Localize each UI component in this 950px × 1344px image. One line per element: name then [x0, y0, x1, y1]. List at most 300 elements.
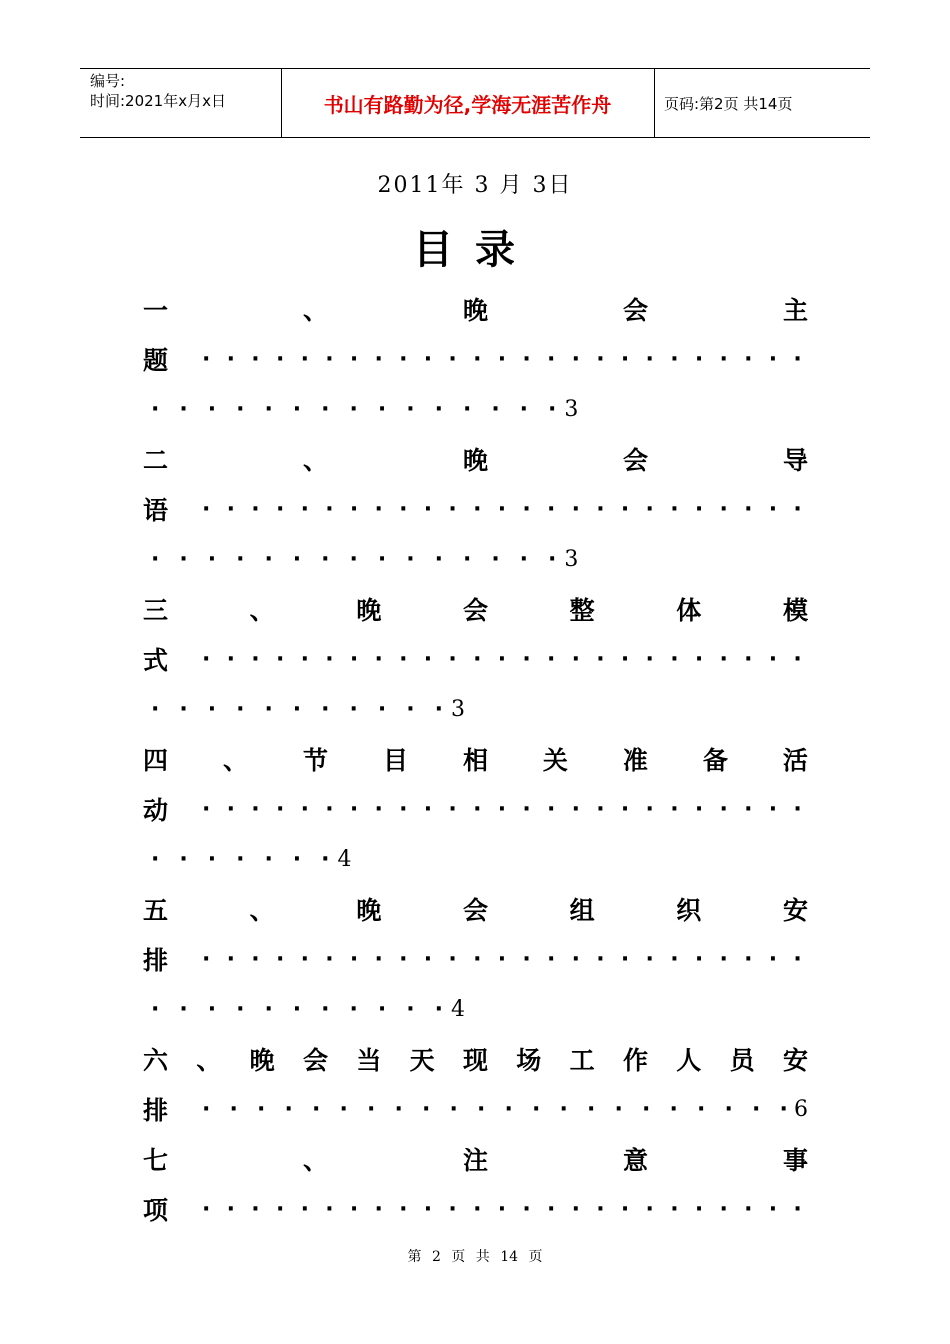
leader-dot: ·	[645, 646, 654, 672]
leader-dot: ·	[399, 796, 408, 822]
leader-dot: ·	[546, 1196, 556, 1222]
leader-dots	[202, 797, 808, 822]
leader-dot: ·	[374, 1196, 383, 1222]
leader-dot: ·	[620, 796, 630, 822]
leader-dot: ·	[251, 946, 260, 972]
leader-dot: ·	[491, 546, 500, 572]
leader-dot: ·	[264, 996, 273, 1022]
leader-dot: ·	[377, 996, 387, 1022]
leader-dot: ·	[264, 696, 273, 722]
toc-char: 四	[143, 746, 169, 775]
leader-dot: ·	[321, 696, 330, 722]
toc-char: 安	[782, 896, 808, 925]
leader-dot: ·	[423, 946, 433, 972]
leader-dot: ·	[719, 346, 728, 372]
document-date: 2011年 3 月 3日	[377, 173, 573, 198]
toc-char: 事	[782, 1146, 808, 1175]
leader-dot: ·	[151, 546, 160, 572]
leader-dot: ·	[292, 546, 302, 572]
leader-dot: ·	[793, 796, 802, 822]
toc-entry-leader-line	[143, 334, 808, 384]
toc-char: 、	[196, 1046, 222, 1075]
leader-dot: ·	[522, 496, 531, 522]
leader-dot: ·	[423, 646, 433, 672]
leader-dots	[202, 497, 808, 522]
leader-dot: ·	[300, 646, 309, 672]
leader-dot: ·	[497, 1196, 507, 1222]
leader-dot: ·	[349, 946, 359, 972]
toc-char: 作	[622, 1046, 648, 1075]
leader-dot: ·	[179, 396, 188, 422]
toc-entry-page-line	[143, 384, 808, 434]
leader-dot: ·	[768, 946, 778, 972]
leader-dot: ·	[497, 946, 507, 972]
header-page-info: 页码:第2页 共14页	[664, 94, 793, 113]
leader-dot: ·	[571, 646, 580, 672]
toc-char: 动	[143, 796, 169, 825]
leader-dot: ·	[325, 946, 334, 972]
leader-dot: ·	[724, 1096, 733, 1122]
toc-entry-title-line	[143, 584, 808, 634]
leader-dot: ·	[406, 696, 415, 722]
toc-char: 、	[249, 596, 275, 625]
leader-dot: ·	[571, 1196, 580, 1222]
leader-dot: ·	[473, 346, 482, 372]
leader-dot: ·	[226, 796, 236, 822]
toc-entry-leader-line	[143, 934, 808, 984]
toc-entry-page-line	[143, 534, 808, 584]
leader-dot: ·	[251, 346, 260, 372]
toc-char: 会	[462, 896, 488, 925]
leader-dot: ·	[349, 496, 359, 522]
leader-dot: ·	[793, 496, 802, 522]
toc-entry-page-line	[143, 984, 808, 1034]
leader-dot: ·	[571, 496, 580, 522]
toc-char: 相	[462, 746, 488, 775]
leader-dot: ·	[694, 346, 704, 372]
toc-entry-page-line	[143, 684, 808, 734]
leader-dot: ·	[546, 946, 556, 972]
leader-dot: ·	[207, 996, 217, 1022]
leader-dot: ·	[546, 496, 556, 522]
leader-dot: ·	[548, 396, 557, 422]
leader-dot: ·	[275, 946, 285, 972]
leader-dot: ·	[377, 546, 387, 572]
toc-entry-leader-line	[143, 1184, 808, 1234]
leader-dot: ·	[744, 646, 753, 672]
leader-dot: ·	[522, 946, 531, 972]
toc-char: 人	[676, 1046, 702, 1075]
toc-entry-title-line	[143, 884, 808, 934]
leader-dot: ·	[620, 346, 630, 372]
toc-char: 安	[782, 1046, 808, 1075]
page-footer: 第 2 页 共 14 页	[407, 1249, 543, 1265]
leader-dot: ·	[151, 396, 160, 422]
leader-dot: ·	[497, 796, 507, 822]
leader-dot: ·	[292, 396, 302, 422]
leader-dot: ·	[349, 546, 358, 572]
leader-dots	[202, 947, 808, 972]
leader-dot: ·	[325, 1196, 334, 1222]
leader-dot: ·	[571, 796, 580, 822]
toc-char: 会	[622, 446, 648, 475]
leader-dot: ·	[226, 646, 236, 672]
toc-page-number: 6	[794, 1096, 808, 1122]
leader-dot: ·	[546, 346, 556, 372]
toc-char: 现	[462, 1046, 488, 1075]
leader-dot: ·	[374, 796, 383, 822]
header-divider	[654, 69, 655, 137]
leader-dot: ·	[151, 996, 160, 1022]
page-title: 目录	[413, 227, 537, 273]
leader-dot: ·	[292, 696, 302, 722]
leader-dot: ·	[312, 1096, 321, 1122]
leader-dot: ·	[321, 546, 330, 572]
leader-dot: ·	[497, 646, 507, 672]
leader-dot: ·	[423, 496, 433, 522]
leader-dot: ·	[448, 796, 457, 822]
leader-dot: ·	[251, 646, 260, 672]
leader-dot: ·	[779, 1096, 788, 1122]
leader-dot: ·	[275, 1196, 285, 1222]
leader-dot: ·	[226, 1196, 236, 1222]
leader-dot: ·	[546, 796, 556, 822]
leader-dot: ·	[374, 346, 383, 372]
leader-dot: ·	[670, 346, 679, 372]
leader-dot: ·	[300, 1196, 309, 1222]
toc-char: 会	[622, 296, 648, 325]
leader-dot: ·	[264, 396, 273, 422]
toc-char: 、	[222, 746, 248, 775]
leader-dot: ·	[434, 546, 443, 572]
toc-char: 晚	[462, 296, 488, 325]
toc-char: 组	[569, 896, 595, 925]
leader-dot: ·	[744, 346, 753, 372]
toc-char: 、	[302, 296, 328, 325]
leader-dot: ·	[768, 346, 778, 372]
toc-page-number: 4	[337, 846, 352, 872]
header-motto: 书山有路勤为径,学海无涯苦作舟	[323, 92, 612, 117]
leader-dot: ·	[462, 546, 472, 572]
leader-dot: ·	[532, 1096, 541, 1122]
toc-char: 场	[516, 1046, 542, 1075]
leader-dot: ·	[670, 646, 679, 672]
leader-dot: ·	[226, 496, 236, 522]
header-meta	[90, 71, 226, 111]
leader-dot: ·	[325, 796, 334, 822]
leader-dot: ·	[207, 696, 217, 722]
toc-char: 项	[143, 1196, 169, 1225]
leader-dot: ·	[434, 696, 443, 722]
leader-dot: ·	[719, 496, 728, 522]
toc-entry-title-line	[143, 434, 808, 484]
leader-dot: ·	[423, 1196, 433, 1222]
leader-dot: ·	[448, 346, 457, 372]
toc-char: 模	[782, 596, 808, 625]
leader-dot: ·	[571, 346, 580, 372]
toc-char: 六	[143, 1046, 169, 1075]
leader-dot: ·	[292, 996, 302, 1022]
leader-dot: ·	[645, 1196, 654, 1222]
leader-dot: ·	[202, 796, 211, 822]
toc-char: 、	[302, 1146, 328, 1175]
leader-dot: ·	[448, 1196, 457, 1222]
leader-dot: ·	[719, 946, 728, 972]
toc-char: 节	[302, 746, 328, 775]
leader-dot: ·	[349, 796, 359, 822]
toc-char: 天	[409, 1046, 435, 1075]
toc-char: 五	[143, 896, 169, 925]
toc-char: 会	[462, 596, 488, 625]
toc-entry-page-line	[143, 834, 808, 884]
leader-dot: ·	[768, 1196, 778, 1222]
leader-dot: ·	[377, 696, 387, 722]
leader-dot: ·	[504, 1096, 513, 1122]
leader-dot: ·	[522, 796, 531, 822]
leader-dot: ·	[349, 396, 358, 422]
leader-dot: ·	[587, 1096, 596, 1122]
leader-dot: ·	[645, 796, 654, 822]
leader-dot: ·	[497, 346, 507, 372]
toc-char: 会	[302, 1046, 328, 1075]
leader-dot: ·	[473, 796, 482, 822]
leader-dot: ·	[423, 796, 433, 822]
leader-dot: ·	[694, 1196, 704, 1222]
leader-dot: ·	[374, 946, 383, 972]
leader-dot: ·	[473, 946, 482, 972]
leader-dot: ·	[399, 1196, 408, 1222]
leader-dot: ·	[300, 346, 309, 372]
leader-dot: ·	[275, 496, 285, 522]
leader-dot: ·	[694, 796, 704, 822]
leader-dot: ·	[768, 796, 778, 822]
leader-dot: ·	[179, 696, 188, 722]
toc-char: 晚	[356, 596, 382, 625]
leader-dots	[202, 1197, 808, 1222]
leader-dot: ·	[645, 346, 654, 372]
leader-dot: ·	[645, 496, 654, 522]
leader-dot: ·	[226, 346, 236, 372]
leader-dot: ·	[300, 496, 309, 522]
table-of-contents	[143, 284, 808, 1234]
leader-dot: ·	[491, 396, 500, 422]
leader-dot: ·	[620, 1196, 630, 1222]
toc-char: 意	[622, 1146, 648, 1175]
leader-dot: ·	[275, 796, 285, 822]
toc-char: 语	[143, 496, 169, 525]
leader-dot: ·	[434, 996, 443, 1022]
leader-dot: ·	[406, 396, 415, 422]
leader-dot: ·	[596, 946, 605, 972]
leader-dot: ·	[374, 496, 383, 522]
leader-dot: ·	[325, 646, 334, 672]
leader-dot: ·	[571, 946, 580, 972]
leader-dots	[202, 647, 808, 672]
leader-dot: ·	[275, 346, 285, 372]
leader-dot: ·	[251, 796, 260, 822]
leader-dot: ·	[697, 1096, 706, 1122]
leader-dot: ·	[694, 496, 704, 522]
toc-char: 排	[143, 1096, 169, 1125]
leader-dot: ·	[448, 946, 457, 972]
toc-char: 式	[143, 646, 169, 675]
leader-dot: ·	[226, 946, 236, 972]
leader-dot: ·	[548, 546, 557, 572]
leader-dot: ·	[264, 846, 273, 872]
leader-dot: ·	[768, 646, 778, 672]
document-header	[80, 68, 870, 138]
leader-dot: ·	[497, 496, 507, 522]
leader-dot: ·	[275, 646, 285, 672]
leader-dot: ·	[642, 1096, 651, 1122]
leader-dot: ·	[292, 846, 302, 872]
leader-dot: ·	[251, 1196, 260, 1222]
leader-dot: ·	[349, 346, 359, 372]
toc-char: 关	[542, 746, 568, 775]
toc-char: 导	[782, 446, 808, 475]
toc-char: 排	[143, 946, 169, 975]
leader-dot: ·	[620, 646, 630, 672]
leader-dot: ·	[423, 346, 433, 372]
leader-dot: ·	[236, 846, 245, 872]
leader-dot: ·	[325, 346, 334, 372]
leader-dot: ·	[321, 396, 330, 422]
leader-dot: ·	[202, 1096, 211, 1122]
toc-entry-leader-line	[143, 1084, 808, 1134]
toc-char: 一	[143, 296, 169, 325]
leader-dot: ·	[719, 796, 728, 822]
toc-char: 注	[462, 1146, 488, 1175]
leader-dot: ·	[645, 946, 654, 972]
leader-dot: ·	[179, 546, 188, 572]
toc-char: 备	[702, 746, 728, 775]
leader-dot: ·	[321, 996, 330, 1022]
leader-dot: ·	[236, 546, 245, 572]
leader-dot: ·	[406, 546, 415, 572]
leader-dot: ·	[406, 996, 415, 1022]
toc-entry-leader-line	[143, 784, 808, 834]
leader-dot: ·	[399, 346, 408, 372]
leader-dot: ·	[257, 1096, 266, 1122]
leader-dot: ·	[300, 946, 309, 972]
leader-dot: ·	[284, 1096, 293, 1122]
toc-entry-title-line	[143, 1134, 808, 1184]
toc-page-number: 3	[564, 396, 579, 422]
leader-dot: ·	[448, 646, 457, 672]
toc-char: 晚	[462, 446, 488, 475]
leader-dot: ·	[179, 996, 188, 1022]
leader-dot: ·	[596, 496, 605, 522]
leader-dot: ·	[744, 946, 753, 972]
leader-dot: ·	[349, 996, 358, 1022]
leader-dot: ·	[752, 1096, 761, 1122]
leader-dot: ·	[614, 1096, 623, 1122]
leader-dot: ·	[596, 646, 605, 672]
leader-dot: ·	[202, 946, 211, 972]
toc-char: 员	[729, 1046, 755, 1075]
leader-dot: ·	[236, 696, 245, 722]
leader-dot: ·	[477, 1096, 486, 1122]
leader-dot: ·	[473, 646, 482, 672]
leader-dot: ·	[670, 496, 679, 522]
leader-dot: ·	[399, 646, 408, 672]
leader-dot: ·	[179, 846, 188, 872]
leader-dot: ·	[559, 1096, 568, 1122]
toc-entry-title-line	[143, 734, 808, 784]
leader-dot: ·	[422, 1096, 431, 1122]
leader-dot: ·	[462, 396, 472, 422]
toc-char: 晚	[249, 1046, 275, 1075]
leader-dot: ·	[399, 946, 408, 972]
leader-dot: ·	[207, 546, 217, 572]
leader-dot: ·	[768, 496, 778, 522]
toc-char: 准	[622, 746, 648, 775]
leader-dot: ·	[694, 946, 704, 972]
leader-dot: ·	[670, 1196, 679, 1222]
leader-dot: ·	[744, 496, 753, 522]
toc-char: 二	[143, 446, 169, 475]
toc-char: 七	[143, 1146, 169, 1175]
leader-dot: ·	[202, 346, 211, 372]
leader-dot: ·	[151, 846, 160, 872]
toc-page-number: 3	[450, 696, 465, 722]
leader-dot: ·	[793, 946, 802, 972]
leader-dot: ·	[339, 1096, 348, 1122]
leader-dot: ·	[522, 1196, 531, 1222]
toc-entry-leader-line	[143, 634, 808, 684]
leader-dot: ·	[473, 1196, 482, 1222]
toc-page-number: 3	[564, 546, 579, 572]
leader-dot: ·	[207, 396, 217, 422]
toc-char: 、	[249, 896, 275, 925]
leader-dot: ·	[448, 496, 457, 522]
leader-dot: ·	[374, 646, 383, 672]
leader-dot: ·	[744, 796, 753, 822]
leader-dot: ·	[202, 1196, 211, 1222]
toc-char: 目	[382, 746, 408, 775]
leader-dot: ·	[519, 396, 529, 422]
leader-dot: ·	[202, 646, 211, 672]
leader-dot: ·	[236, 996, 245, 1022]
leader-dot: ·	[519, 546, 529, 572]
toc-entry-leader-line	[143, 484, 808, 534]
toc-entry-title-line	[143, 1034, 808, 1084]
toc-char: 活	[782, 746, 808, 775]
leader-dot: ·	[522, 646, 531, 672]
leader-dot: ·	[719, 646, 728, 672]
toc-char: 主	[782, 296, 808, 325]
leader-dot: ·	[473, 496, 482, 522]
leader-dot: ·	[793, 1196, 802, 1222]
leader-dot: ·	[202, 496, 211, 522]
toc-entry-title-line	[143, 284, 808, 334]
toc-char: 整	[569, 596, 595, 625]
toc-char: 织	[676, 896, 702, 925]
toc-char: 三	[143, 596, 169, 625]
leader-dot: ·	[620, 496, 630, 522]
leader-dot: ·	[522, 346, 531, 372]
leader-dot: ·	[669, 1096, 678, 1122]
leader-dot: ·	[596, 346, 605, 372]
leader-dot: ·	[229, 1096, 238, 1122]
leader-dot: ·	[793, 646, 802, 672]
leader-dot: ·	[377, 396, 387, 422]
leader-dot: ·	[719, 1196, 728, 1222]
leader-dot: ·	[264, 546, 273, 572]
leader-dot: ·	[744, 1196, 753, 1222]
leader-dot: ·	[399, 496, 408, 522]
number-label: 编号:	[90, 72, 126, 90]
